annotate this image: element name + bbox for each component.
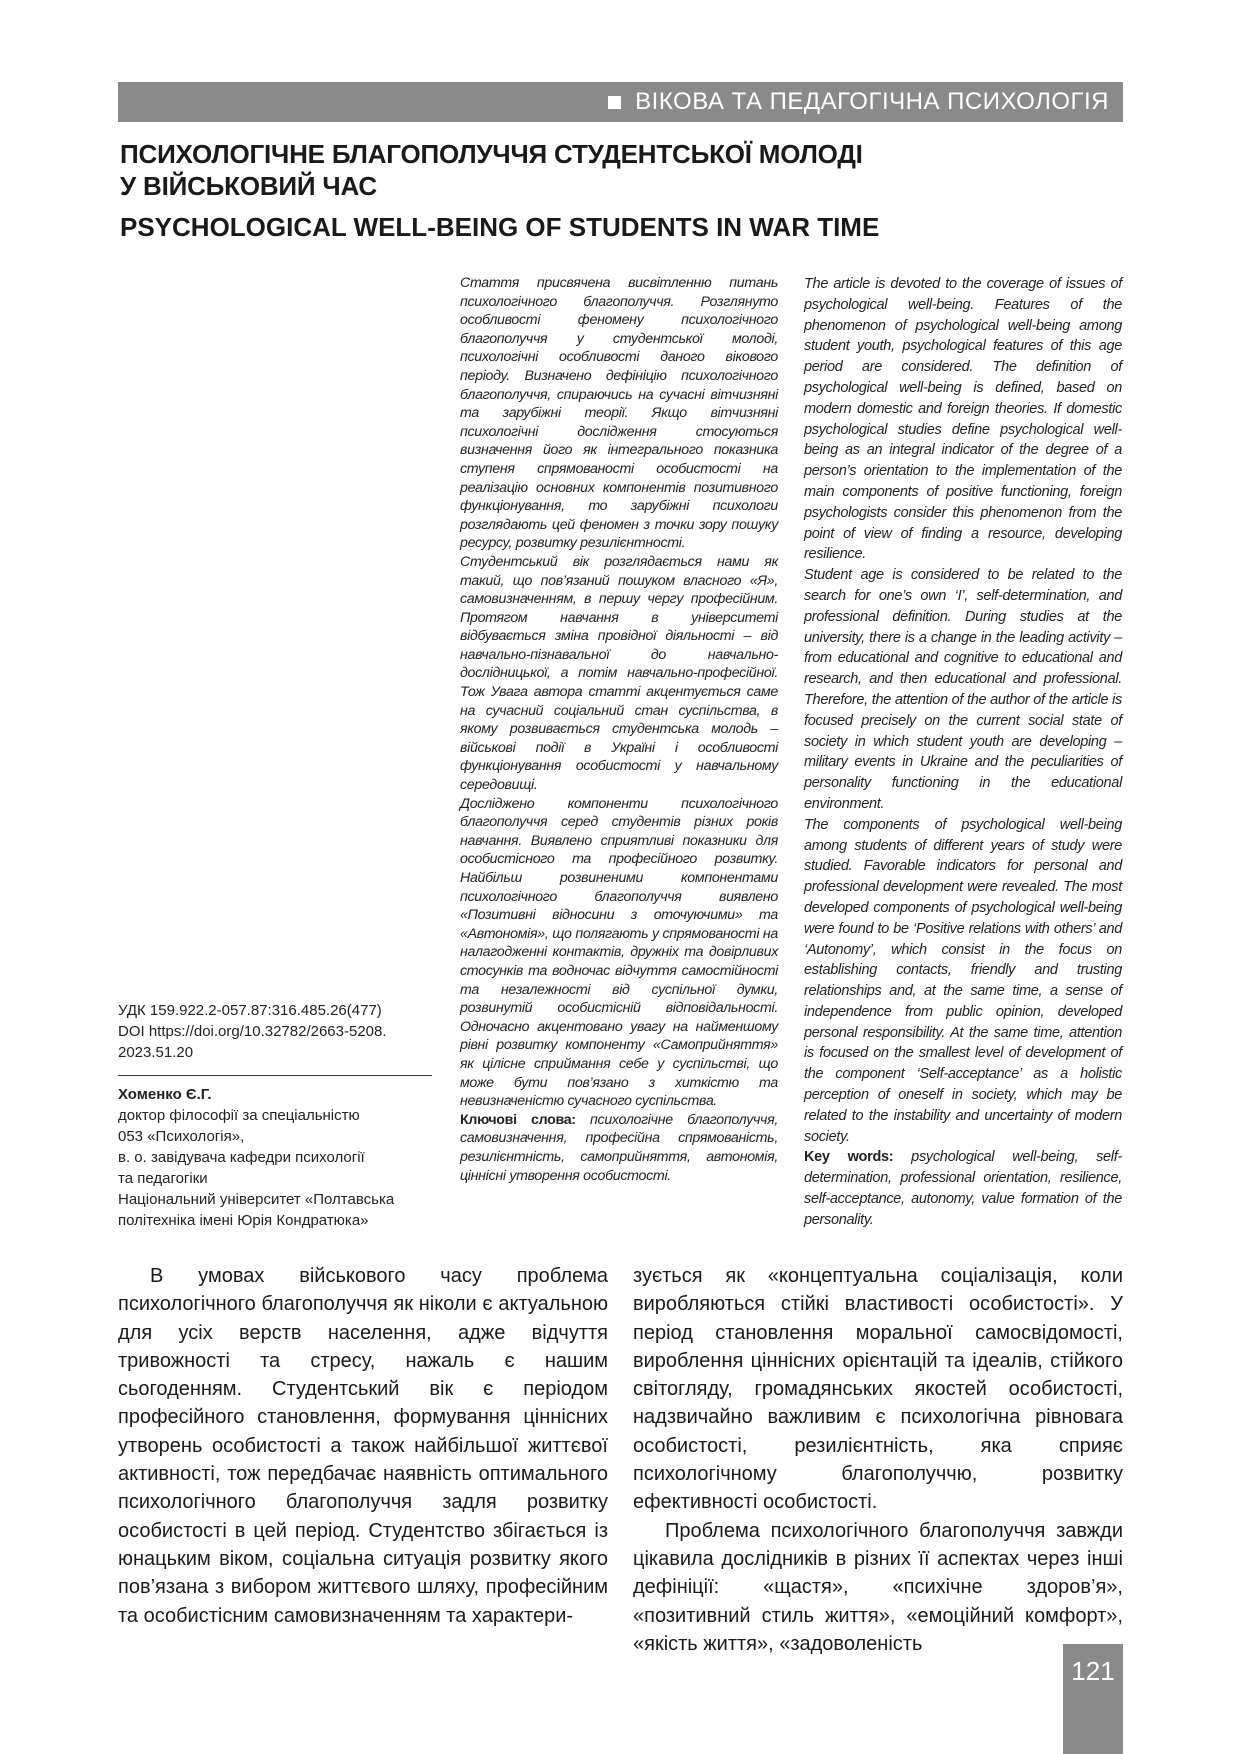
abstract-ua: [460, 274, 778, 1185]
doi-line1: DOI https://doi.org/10.32782/2663-5208.: [118, 1023, 387, 1040]
section-header-bar: [118, 82, 1123, 122]
abstract-en-p1: The article is devoted to the coverage of issues of psychological well-being. Features of the phenomenon of psychological well-being among student youth, psychological features of this age period are considered. The definition of psychological well-being is defined, based on modern domestic and foreign theories. If domestic psychological studies define psychological well-being as an integral indicator of the degree of a person’s orientation to the implementation of the main components of positive functioning, foreign psychologists consider this phenomenon from the point of view of finding a resource, developing resilience.: [804, 276, 1122, 563]
keywords-en-text: psychological well-being, self-determination, professional orientation, resilience, self-acceptance, autonomy, value formation of the personality.: [804, 1149, 1122, 1228]
article-identifiers: [118, 1000, 438, 1063]
title-ua-line1: ПСИХОЛОГІЧНЕ БЛАГОПОЛУЧЧЯ СТУДЕНТСЬКОЇ МОЛОДІ: [120, 139, 863, 169]
square-bullet-icon: [608, 96, 621, 109]
keywords-en-label: Key words:: [804, 1149, 894, 1166]
author-line4: та педагогіки: [118, 1170, 208, 1187]
doi-line2: 2023.51.20: [118, 1044, 194, 1061]
author-line6: політехніка імені Юрія Кондратюка»: [118, 1212, 369, 1229]
page-number: 121: [1063, 1644, 1123, 1754]
article-title-ua: [120, 138, 1020, 202]
body-paragraph: Проблема психологічного благополуччя завжди цікавила дослідників в різних її аспектах через інші дефініції: «щастя», «психічне здоров’я», «позитивний стиль життя», «емоційний комфорт», «якість життя», «задоволеність: [633, 1519, 1123, 1655]
author-line2: 053 «Психологія»,: [118, 1128, 245, 1145]
divider: [118, 1075, 432, 1076]
abstract-ua-p3: Досліджено компоненти психологічного благополуччя серед студентів різних років навчання. Виявлено сприятливі показники для особистісного та професійного розвитку. Найбільш розвиненими компонентами психологічного благополуччя виявлено «Позитивні відносини з оточуючими» та «Автономія», що полягають у спрямованості на налагодженні контактів, дружніх та довірливих стосунків та водночас відчуття самостійності та незалежності від суспільної думки, розвинутій особистісній відповідальності. Одночасно акцентовано увагу на найменшому рівні розвитку компоненту «Самоприйняття» як цілісне сприймання себе у суспільстві, що може бути пов’язано з хиткістю та невизначеністю сучасного суспільства.: [460, 795, 778, 1110]
body-paragraph: В умовах військового часу проблема психологічного благополуччя як ніколи є актуальною для усіх верств населення, адже відчуття тривожності та стресу, нажаль є нашим сьогоденням. Студентський вік є періодом професійного становлення, формування ціннісних утворень особистості а також найбільшої життєвої активності, тож передбачає наявність оптимального психологічного благополуччя задля розвитку особистості в цей період. Студентство збігається із юнацьким віком, соціальна ситуація розвитку якого пов’язана з вибором життєвого шляху, професійним та особистісним самовизначенням та характери-: [118, 1265, 608, 1627]
body-paragraph: зується як «концептуальна соціалізація, коли виробляються стійкі властивості особистості». У період становлення моральної самосвідомості, вироблення ціннісних орієнтацій та ідеалів, стійкого світогляду, громадянських якостей особистості, надзвичайно важливим є психологічна рівновага особистості, резилієнтність, яка сприяє психологічному благополуччю, розвитку ефективності особистості.: [633, 1265, 1123, 1514]
author-line5: Національний університет «Полтавська: [118, 1191, 395, 1208]
author-line1: доктор філософії за спеціальністю: [118, 1107, 360, 1124]
author-block: [118, 1084, 458, 1231]
body-column-left: [118, 1262, 608, 1630]
body-column-right: [633, 1262, 1123, 1658]
abstract-en-p3: The components of psychological well-being among students of different years of study were studied. Favorable indicators for personal and professional development were revealed. The most developed components of psychological well-being were found to be ‘Positive relations with others’ and ‘Autonomy’, which consist in the focus on establishing contacts, friendly and trusting relationships and, at the same time, a sense of independence from public opinion, developed personal responsibility. At the same time, attention is focused on the smallest level of development of the component ‘Self-acceptance’ as a holistic perception of oneself in society, which may be related to the instability and uncertainty of modern society.: [804, 816, 1122, 1145]
keywords-ua-label: Ключові слова:: [460, 1111, 576, 1128]
abstract-ua-p2: Студентський вік розглядається нами як такий, що пов’язаний пошуком власного «Я», самовизначенням, в першу чергу професійним. Протягом навчання в університеті відбувається зміна провідної діяльності – від навчально-пізнавальної до навчально-дослідницької, а потім навчально-професійної. Тож Увага автора статті акцентується саме на сучасний соціальний стан суспільства, в якому розвивається студентська молодь – військові події в Україні і особливості функціонування особистості у навчальному середовищі.: [460, 553, 778, 794]
keywords-ua-text: психологічне благополуччя, самовизначення, професійна спрямованість, резилієнтність, самоприйняття, автономія, ціннісні утворення особистості.: [460, 1111, 778, 1184]
abstract-ua-p1: Стаття присвячена висвітленню питань психологічного благополуччя. Розглянуто особливості феномену психологічного благополуччя у студентської молоді, психологічні особливості даного вікового періоду. Визначено дефініцію психологічного благополуччя, спираючись на сучасні вітчизняні та зарубіжні теорії. Якщо вітчизняні психологічні дослідження стосуються визначення його як інтегрального показника ступеня спрямованості особистості на реалізацію основних компонентів позитивного функціонування, то зарубіжні психологи розглядають цей феномен з точки зору пошуку ресурсу, розвитку резилієнтності.: [460, 275, 778, 552]
article-title-en: PSYCHOLOGICAL WELL-BEING OF STUDENTS IN WAR TIME: [120, 212, 880, 242]
abstract-en-p2: Student age is considered to be related to the search for one’s own ‘I’, self-determination, and professional definition. During studies at the university, there is a change in the leading activity – from educational and cognitive to educational and research, and then educational and professional. Therefore, the attention of the author of the article is focused precisely on the current social state of society in which student youth are developing – military events in Ukraine and the peculiarities of personality functioning in the educational environment.: [804, 567, 1122, 812]
title-ua-line2: У ВІЙСЬКОВИЙ ЧАС: [120, 171, 377, 201]
udk-code: УДК 159.922.2-057.87:316.485.26(477): [118, 1002, 382, 1019]
section-title: ВІКОВА ТА ПЕДАГОГІЧНА ПСИХОЛОГІЯ: [635, 88, 1109, 115]
keywords-en: [804, 1147, 1122, 1230]
keywords-ua: [460, 1111, 778, 1185]
abstract-en: [804, 274, 1122, 1231]
author-line3: в. о. завідувача кафедри психології: [118, 1149, 365, 1166]
author-name: Хоменко Є.Г.: [118, 1086, 212, 1103]
